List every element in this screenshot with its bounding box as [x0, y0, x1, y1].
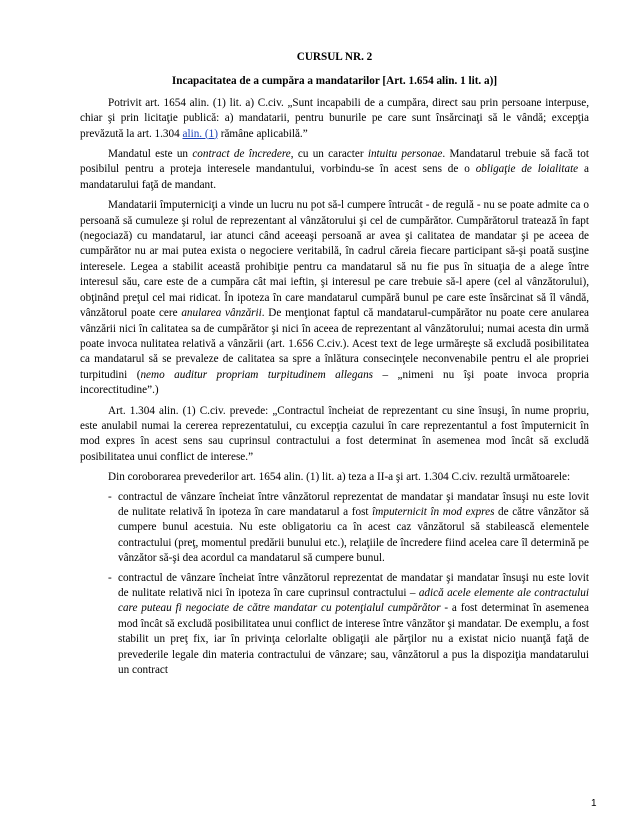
section-heading: Incapacitatea de a cumpăra a mandatarilor [Art. 1.654 alin. 1 lit. a)] — [171, 75, 498, 88]
document-body — [80, 50, 589, 682]
page-number: 1 — [591, 798, 597, 809]
article-link[interactable]: alin. (1) — [182, 127, 218, 140]
paragraph-2: Mandatul este un contract de încredere, cu un caracter intuitu personae. Mandatarul trebuie să facă tot posibilul pentru a proteja interesele mandantului, vorbindu-se în acest sens de o obligaţie de loialitate a mandatarului faţă de mandant. — [80, 148, 589, 191]
conclusions-list — [80, 490, 589, 679]
paragraph-1: Potrivit art. 1654 alin. (1) lit. a) C.civ. „Sunt incapabili de a cumpăra, direct sau prin persoane interpuse, chiar şi prin licitaţie publică: a) mandatarii, pentru bunurile pe care sunt însărcinaţi să le vândă; excepţia prevăzută la art. 1.304 alin. (1) rămâne aplicabilă.” — [80, 96, 589, 140]
course-title: CURSUL NR. 2 — [296, 51, 373, 63]
paragraph-3: Mandatarii împuterniciţi a vinde un lucru nu pot să-l cumpere întrucât - de regulă - nu se poate admite ca o persoană să cumuleze şi rolul de reprezentant al vânzătorului şi cel de cumpărător. Cumpărătorul tratează în fapt (negociază) cu mandatarul, iar atunci când aceeaşi persoană ar avea şi calitatea de mandatar şi pe aceea de cumpărător nu ar mai putea exista o negociere veritabilă, în cadrul căreia fiecare participant să-şi poată susţine interesele. Legea a stabilit această prohibiţie pentru ca mandatarul să nu fie pus în situaţia de a alege între interesul său, care este de a cumpăra cât mai ieftin, şi interesul pe care trebuie să-l apere (cel al vânzătorului), obţinând preţul cel mai ridicat. În ipoteza în care mandatarul cumpără bunul pe care este însărcinat să îl vândă, vânzătorul poate cere anularea vânzării. De menţionat faptul că mandatarul-cumpărător nu poate cere anularea vânzării nici în calitatea sa de cumpărător şi nici în aceea de reprezentant al vânzătorului; numai acesta din urmă poate invoca nulitatea relativă a vânzării (art. 1.656 C.civ.). Acest text de lege urmăreşte să excludă posibilitatea ca mandatarul să se prevaleze de calitatea sa spre a înlătura consecinţele neconvenabile pentru el ale propriei turpitudini (nemo auditur propriam turpitudinem allegans – „nimeni nu îşi poate invoca propria incorectitudine”.) — [80, 199, 589, 397]
list-item: - contractul de vânzare încheiat între vânzătorul reprezentat de mandatar şi mandatar însuşi nu este lovit de nulitate relativă nici în ipoteza în care cuprinsul contractului – adică acele elemente ale contractului care puteau fi negociate de către mandatar cu potenţialul cumpărător - a fost determinat în asemenea mod încât să excludă posibilitatea unui conflict de interese între vânzător şi mandatar. De exemplu, a fost stabilit un preţ fix, iar în privinţa celorlalte obligaţii ale părţilor nu a existat nicio nuanţă faţă de prevederile legale din materia contractului de vânzare; sau, vânzătorul a pus la dispoziţia mandatarului un contract — [108, 571, 589, 677]
list-item: - contractul de vânzare încheiat între vânzătorul reprezentat de mandatar şi mandatar însuşi nu este lovit de nulitate relativă în ipoteza în care mandatarul a fost împuternicit în mod expres de către vânzător să cumpere bunul acestuia. Nu este obligatoriu ca în acest caz vânzătorul să stabilească elementele contractului (preţ, momentul predării bunului etc.), relaţiile de încredere fiind acelea care îl determină pe vânzător să-şi dea acordul ca mandatarul să cumpere bunul. — [108, 490, 589, 565]
paragraph-5: Din coroborarea prevederilor art. 1654 alin. (1) lit. a) teza a II-a şi art. 1.304 C.civ. rezultă următoarele: — [108, 471, 571, 484]
paragraph-4: Art. 1.304 alin. (1) C.civ. prevede: „Contractul încheiat de reprezentant cu sine însuşi, în nume propriu, este anulabil numai la cererea reprezentatului, cu excepţia cazului în care reprezentantul a fost împuternicit în mod expres în acest sens sau cuprinsul contractului a fost determinat în asemenea mod încât să excludă posibilitatea unui conflict de interese.” — [80, 404, 589, 463]
